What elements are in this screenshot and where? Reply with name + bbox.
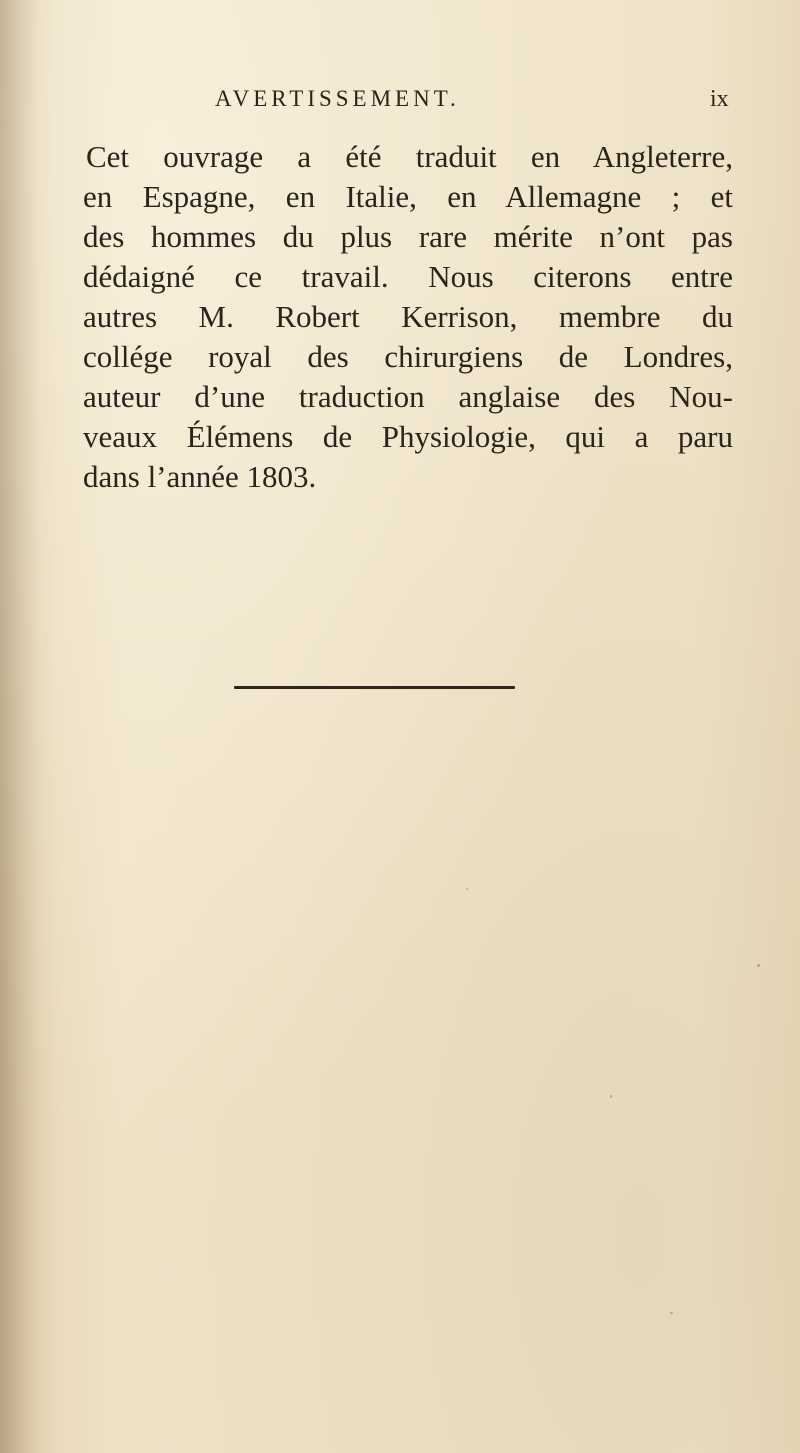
paper-speck xyxy=(670,1312,673,1314)
paper-speck xyxy=(466,888,468,890)
text-line: dédaigné ce travail. Nous citerons entre xyxy=(83,259,733,294)
text-line: auteur d’une traduction anglaise des Nou- xyxy=(83,379,733,414)
text-line: Cet ouvrage a été traduit en Angleterre, xyxy=(86,139,733,174)
text-line: dans l’année 1803. xyxy=(83,459,317,494)
text-line: en Espagne, en Italie, en Allemagne ; et xyxy=(83,179,733,214)
paper-speck xyxy=(757,964,760,967)
paragraph xyxy=(83,137,733,497)
running-head xyxy=(0,86,800,116)
running-title: AVERTISSEMENT. xyxy=(215,86,460,111)
text-line: des hommes du plus rare mérite n’ont pas xyxy=(83,219,733,254)
text-line: collége royal des chirurgiens de Londres, xyxy=(83,339,733,374)
text-line: veaux Élémens de Physiologie, qui a paru xyxy=(83,419,733,454)
page-number: ix xyxy=(710,86,729,112)
paper-speck xyxy=(610,1095,612,1098)
section-divider-rule xyxy=(234,686,515,689)
text-line: autres M. Robert Kerrison, membre du xyxy=(83,299,733,334)
page-gutter-shadow xyxy=(0,0,40,1453)
